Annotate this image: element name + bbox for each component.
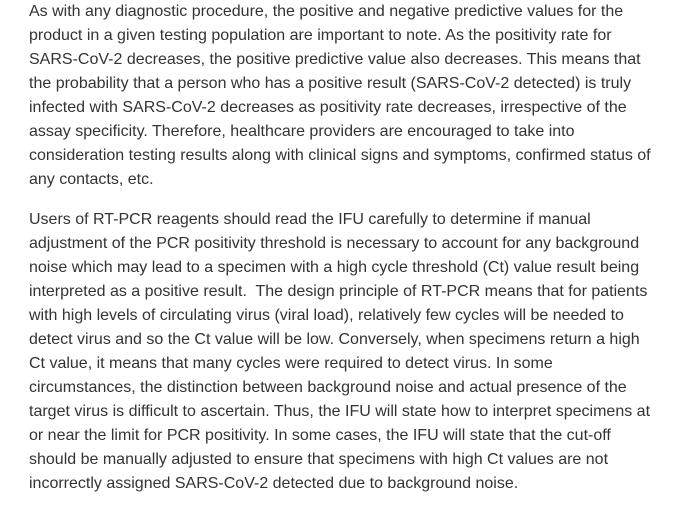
paragraph-rt-pcr-threshold [29, 208, 650, 496]
text-line: SARS-CoV-2 decreases, the positive predictive value also decreases. This means that [29, 51, 641, 68]
text-line: product in a given testing population are important to note. As the positivity rate for [29, 27, 612, 44]
text-line: with high levels of circulating virus (viral load), relatively few cycles will be needed to [29, 307, 624, 324]
text-line: target virus is difficult to ascertain. Thus, the IFU will state how to interpret specimens at [29, 403, 651, 420]
text-line: detect virus and so the Ct value will be low. Conversely, when specimens return a high [29, 331, 640, 348]
text-line: should be manually adjusted to ensure that specimens with high Ct values are not [29, 451, 609, 468]
text-line: the probability that a person who has a positive result (SARS-CoV-2 detected) is truly [29, 75, 632, 92]
text-line: Users of RT-PCR reagents should read the IFU carefully to determine if manual [29, 211, 591, 228]
text-line: adjustment of the PCR positivity threshold is necessary to account for any background [29, 235, 640, 252]
text-line: any contacts, etc. [29, 171, 154, 188]
text-line: infected with SARS-CoV-2 decreases as positivity rate decreases, irrespective of the [29, 99, 627, 116]
text-line: incorrectly assigned SARS-CoV-2 detected due to background noise. [29, 475, 519, 492]
text-line: circumstances, the distinction between background noise and actual presence of the [29, 379, 627, 396]
text-line: As with any diagnostic procedure, the positive and negative predictive values for the [29, 3, 624, 20]
text-line: consideration testing results along with clinical signs and symptoms, confirmed status of [29, 147, 651, 164]
text-line: Ct value, it means that many cycles were required to detect virus. In some [29, 355, 553, 372]
text-line: or near the limit for PCR positivity. In some cases, the IFU will state that the cut-off [29, 427, 611, 444]
paragraph-predictive-values [29, 0, 651, 192]
text-line: noise which may lead to a specimen with a high cycle threshold (Ct) value result being [29, 259, 640, 276]
text-line: assay specificity. Therefore, healthcare providers are encouraged to take into [29, 123, 575, 140]
text-line: interpreted as a positive result. The design principle of RT-PCR means that for patients [29, 283, 648, 300]
